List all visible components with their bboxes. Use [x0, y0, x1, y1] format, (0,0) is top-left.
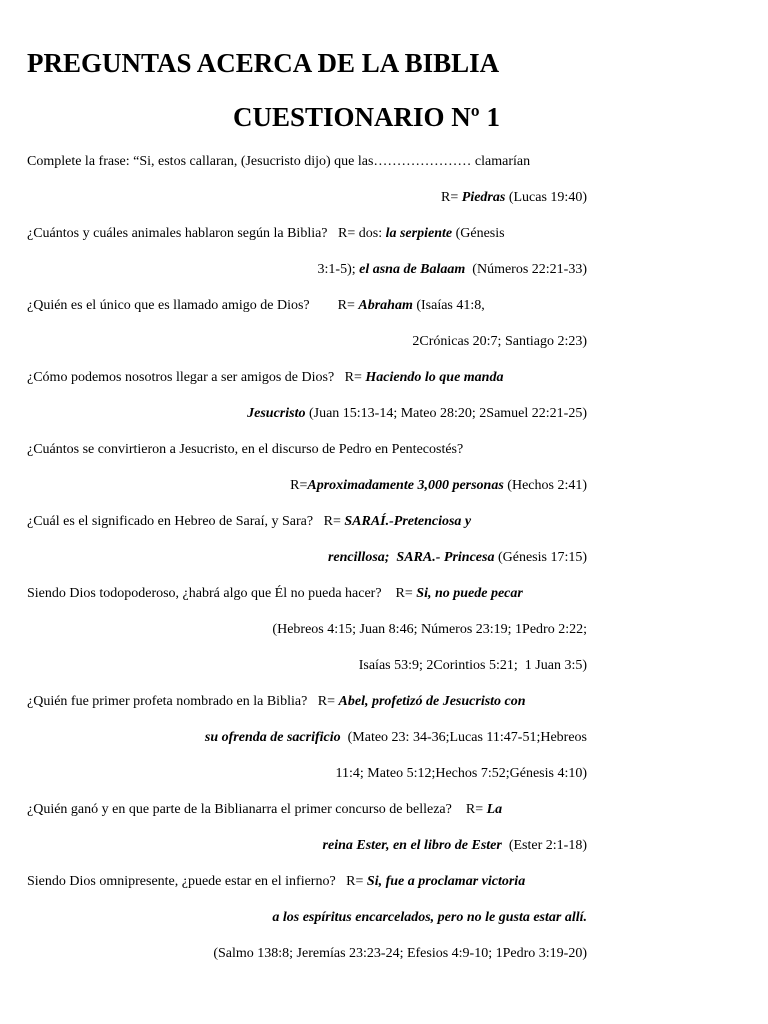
- answer-line: [27, 477, 587, 495]
- answer-line: [27, 405, 587, 423]
- answer-line: [27, 621, 587, 639]
- answer-emphasis: Piedras: [461, 190, 506, 205]
- answer-line: [27, 549, 587, 567]
- line-text: R=: [290, 478, 308, 493]
- answer-emphasis: Si, fue a proclamar victoria: [366, 874, 526, 889]
- answer-line: [27, 909, 587, 927]
- line-text: ¿Cuántos y cuáles animales hablaron según la Biblia? R= dos:: [27, 226, 386, 241]
- document-title: PREGUNTAS ACERCA DE LA BIBLIA: [27, 48, 500, 78]
- answer-emphasis: Abel, profetizó de Jesucristo con: [338, 694, 526, 709]
- answer-emphasis: reina Ester, en el libro de Ester: [322, 838, 502, 853]
- answer-line: [27, 945, 587, 963]
- line-text: ¿Quién es el único que es llamado amigo de Dios? R=: [27, 298, 359, 313]
- line-text: Siendo Dios omnipresente, ¿puede estar en el infierno? R=: [27, 874, 367, 889]
- answer-line: [27, 765, 587, 783]
- answer-line: [27, 729, 587, 747]
- line-text: (Números 22:21-33): [465, 262, 587, 277]
- line-text: (Lucas 19:40): [505, 190, 587, 205]
- answer-emphasis: SARAÍ.-Pretenciosa y: [344, 514, 472, 529]
- answer-emphasis: Si, no puede pecar: [416, 586, 523, 601]
- line-text: (Isaías 41:8,: [412, 298, 485, 313]
- question-line: [27, 297, 587, 315]
- answer-emphasis: La: [486, 802, 503, 817]
- line-text: Complete la frase: “Si, estos callaran, (Jesucristo dijo) que las………………… clamarían: [27, 154, 531, 169]
- line-text: 11:4; Mateo 5:12;Hechos 7:52;Génesis 4:10): [335, 766, 587, 781]
- answer-emphasis: el asna de Balaam: [359, 262, 466, 277]
- question-line: [27, 513, 587, 531]
- line-text: ¿Cuál es el significado en Hebreo de Saraí, y Sara? R=: [27, 514, 345, 529]
- line-text: (Génesis 17:15): [494, 550, 587, 565]
- answer-emphasis: Aproximadamente 3,000 personas: [307, 478, 504, 493]
- line-text: Isaías 53:9; 2Corintios 5:21; 1 Juan 3:5): [358, 658, 587, 673]
- answer-emphasis: a los espíritus encarcelados, pero no le gusta estar allí.: [272, 910, 587, 925]
- answer-line: [27, 837, 587, 855]
- line-text: (Juan 15:13-14; Mateo 28:20; 2Samuel 22:21-25): [305, 406, 587, 421]
- line-text: (Génesis: [452, 226, 505, 241]
- answer-emphasis: Haciendo lo que manda: [365, 370, 504, 385]
- question-line: [27, 693, 587, 711]
- answer-emphasis: su ofrenda de sacrificio: [204, 730, 341, 745]
- answer-line: [27, 333, 587, 351]
- answer-line: [27, 261, 587, 279]
- answer-emphasis: Abraham: [358, 298, 413, 313]
- answer-line: [27, 189, 587, 207]
- question-line: [27, 153, 587, 171]
- line-text: (Salmo 138:8; Jeremías 23:23-24; Efesios 4:9-10; 1Pedro 3:19-20): [213, 946, 587, 961]
- answer-line: [27, 657, 587, 675]
- question-line: [27, 801, 587, 819]
- question-line: [27, 441, 587, 459]
- question-line: [27, 873, 587, 891]
- question-line: [27, 225, 587, 243]
- answer-emphasis: Jesucristo: [247, 406, 306, 421]
- question-line: [27, 369, 587, 387]
- line-text: 3:1-5);: [317, 262, 360, 277]
- line-text: ¿Cuántos se convirtieron a Jesucristo, en el discurso de Pedro en Pentecostés?: [27, 442, 464, 457]
- answer-emphasis: la serpiente: [385, 226, 453, 241]
- document-subtitle: CUESTIONARIO Nº 1: [233, 102, 500, 132]
- line-text: (Hebreos 4:15; Juan 8:46; Números 23:19; 1Pedro 2:22;: [272, 622, 587, 637]
- line-text: (Ester 2:1-18): [501, 838, 587, 853]
- question-line: [27, 585, 587, 603]
- line-text: R=: [441, 190, 462, 205]
- line-text: Siendo Dios todopoderoso, ¿habrá algo que Él no pueda hacer? R=: [27, 586, 417, 601]
- line-text: (Hechos 2:41): [503, 478, 587, 493]
- line-text: ¿Quién fue primer profeta nombrado en la Biblia? R=: [27, 694, 339, 709]
- line-text: ¿Quién ganó y en que parte de la Biblianarra el primer concurso de belleza? R=: [27, 802, 487, 817]
- answer-emphasis: rencillosa; SARA.- Princesa: [327, 550, 495, 565]
- line-text: (Mateo 23: 34-36;Lucas 11:47-51;Hebreos: [340, 730, 587, 745]
- line-text: ¿Cómo podemos nosotros llegar a ser amigos de Dios? R=: [27, 370, 366, 385]
- line-text: 2Crónicas 20:7; Santiago 2:23): [412, 334, 587, 349]
